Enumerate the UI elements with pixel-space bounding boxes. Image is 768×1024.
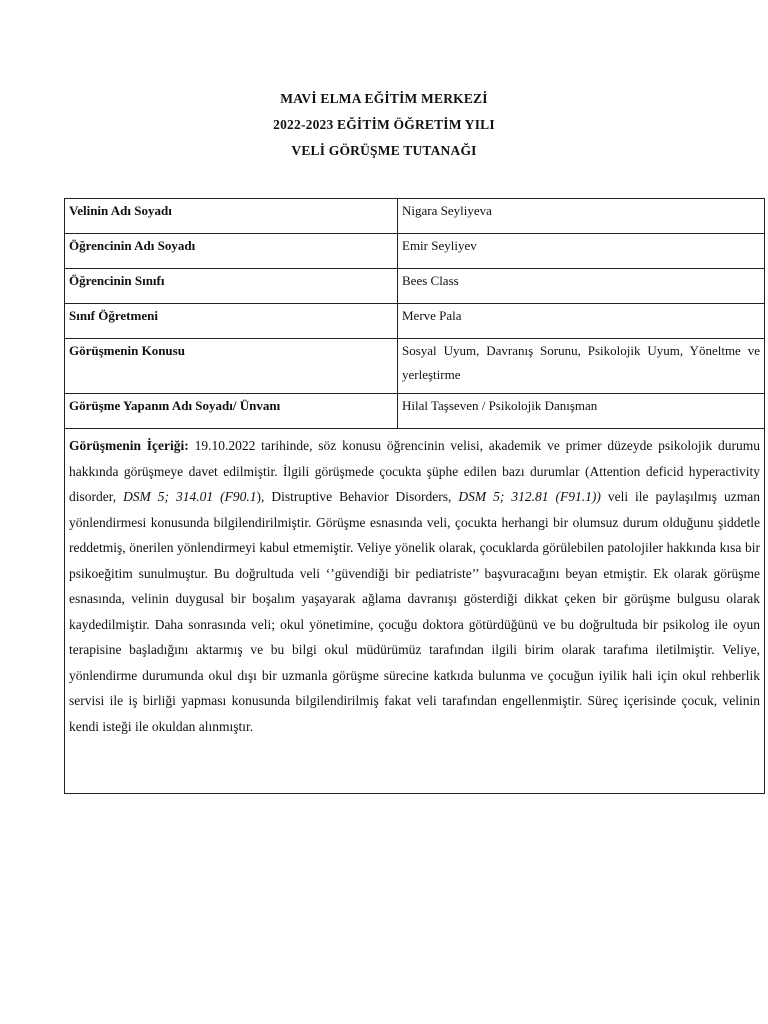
content-text-part-2: ), Distruptive Behavior Disorders,	[256, 489, 459, 504]
student-name-value: Emir Seyliyev	[398, 234, 765, 269]
interview-topic-value: Sosyal Uyum, Davranış Sorunu, Psikolojik Uyum, Yöneltme ve yerleştirme	[402, 343, 760, 382]
dsm-reference-dbd: DSM 5; 312.81 (F91.1))	[458, 489, 601, 504]
org-name: MAVİ ELMA EĞİTİM MERKEZİ	[280, 91, 488, 106]
student-class-label: Öğrencinin Sınıfı	[65, 269, 398, 304]
interview-content-cell	[65, 429, 765, 794]
parent-name-label: Velinin Adı Soyadı	[65, 199, 398, 234]
class-teacher-value: Merve Pala	[398, 304, 765, 339]
row-interviewer	[65, 394, 765, 429]
academic-year: 2022-2023 EĞİTİM ÖĞRETİM YILI	[273, 117, 495, 132]
document-title: VELİ GÖRÜŞME TUTANAĞI	[291, 143, 477, 158]
row-student-class	[65, 269, 765, 304]
parent-name-value: Nigara Seyliyeva	[398, 199, 765, 234]
row-student-name	[65, 234, 765, 269]
document-header	[0, 86, 768, 164]
content-text-part-3: veli ile paylaşılmış uzman yönlendirmesi konusunda bilgilendirilmiştir. Görüşme esnasında veli, çocukta herhangi bir olumsuz durum olduğunu şiddetle reddetmiş, önerilen yönlendirmeyi kabul etmemiştir. Veliye yönelik olarak, çocuklarda görülebilen patolojiler hakkında kısa bir psikoeğitim sunulmuştur. Bu doğrultuda veli ‘’güvendiği bir pediatriste’’ başvuracağını beyan etmiştir. Ek olarak görüşme esnasında, velinin duygusal bir boşalım yaşayarak ağlama davranışı gösterdiği dikkat çeken bir görüşme bulgusu olarak kaydedilmiştir. Daha sonrasında veli; okul yönetimine, çocuğu doktora götürdüğünü ve bu doğrultuda bir psikolog ile oyun terapisine başladığını aktarmış ve bu bilgi okul müdürümüz tarafından ilgili birim olarak tarafıma iletilmiştir. Veliye, yönlendirme durumunda okul dışı bir uzmanla görüşme sürecine katkıda bulunma ve çocuğun iyilik hali için okul rehberlik servisi ile iş birliği yapması konusunda bilgilendirilmiş fakat veli tarafından engellenmiştir. Süreç içerisinde çocuk, velinin kendi isteği ile okuldan alınmıştır.	[69, 489, 760, 734]
content-text-part-1: 19.10.2022 tarihinde, söz konusu öğrencinin velisi, akademik ve primer düzeyde psikolojik durumu hakkında görüşmeye davet edilmiştir. İlgili görüşmede çocukta şüphe edilen bazı durumlar (Attention deficid hyperactivity disorder,	[69, 438, 760, 504]
interview-form-table	[64, 198, 765, 794]
row-interview-content	[65, 429, 765, 794]
row-class-teacher	[65, 304, 765, 339]
interviewer-value: Hilal Taşseven / Psikolojik Danışman	[398, 394, 765, 429]
interview-topic-cell	[398, 339, 765, 394]
row-parent-name	[65, 199, 765, 234]
row-interview-topic	[65, 339, 765, 394]
student-class-value: Bees Class	[398, 269, 765, 304]
interview-content-label: Görüşmenin İçeriği:	[69, 438, 189, 453]
interview-topic-label: Görüşmenin Konusu	[65, 339, 398, 394]
interviewer-label: Görüşme Yapanın Adı Soyadı/ Ünvanı	[65, 394, 398, 429]
interview-content-text	[69, 433, 760, 739]
student-name-label: Öğrencinin Adı Soyadı	[65, 234, 398, 269]
dsm-reference-adhd: DSM 5; 314.01 (F90.1	[123, 489, 257, 504]
class-teacher-label: Sınıf Öğretmeni	[65, 304, 398, 339]
